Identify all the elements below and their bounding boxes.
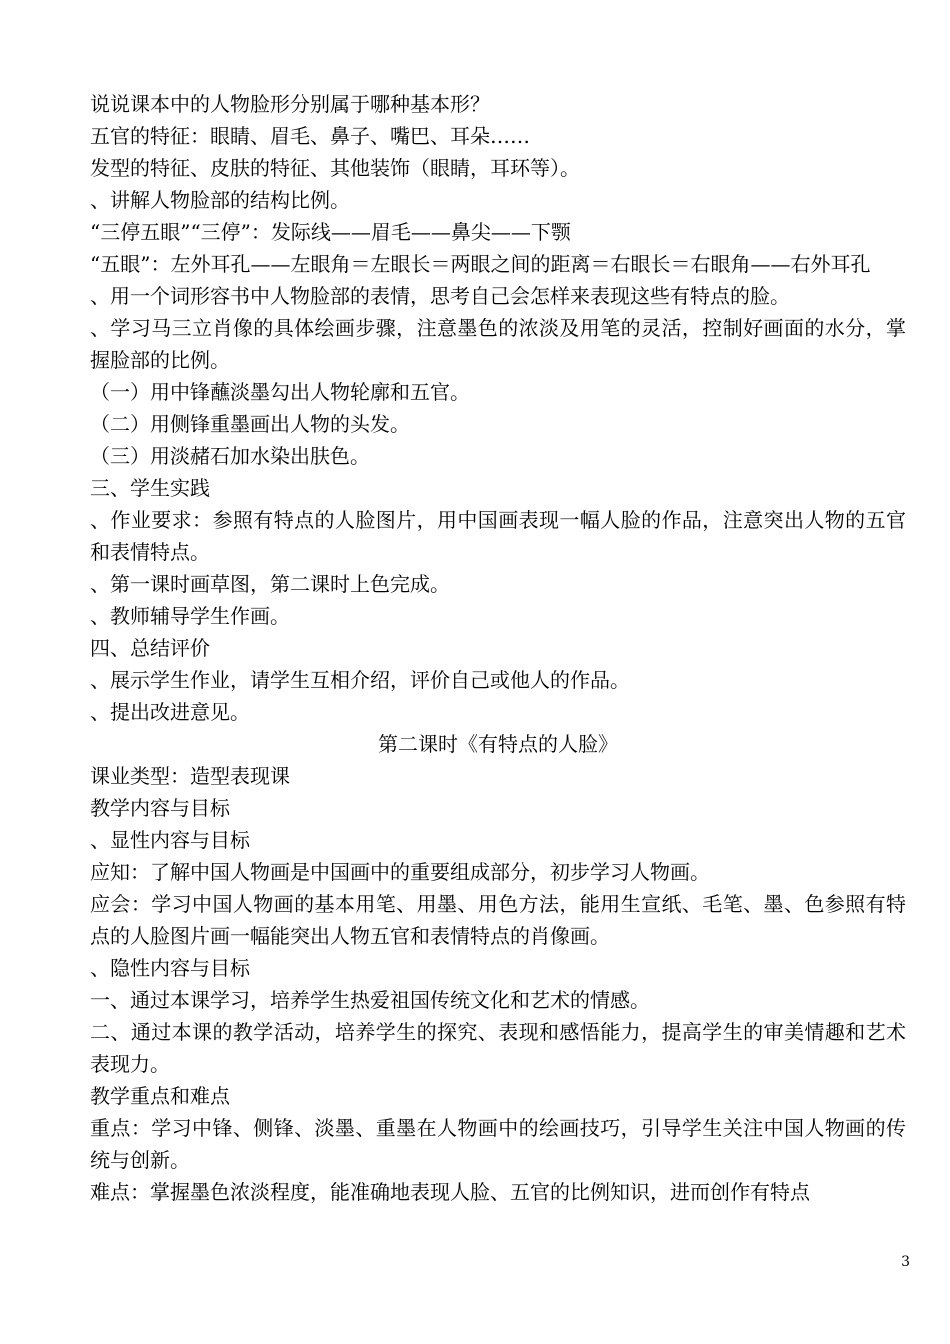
section-heading: 三、学生实践 — [90, 476, 210, 500]
text-line: 、第一课时画草图，第二课时上色完成。 — [90, 572, 450, 596]
document-body — [90, 88, 906, 1208]
text-paragraph: 、学习马三立肖像的具体绘画步骤，注意墨色的浓淡及用笔的灵活，控制好画面的水分，掌握脸部的比例。 — [90, 316, 906, 372]
text-line: 应知：了解中国人物画是中国画中的重要组成部分，初步学习人物画。 — [90, 860, 710, 884]
page-number: 3 — [901, 1254, 910, 1270]
text-line: 、讲解人物脸部的结构比例。 — [90, 188, 350, 212]
text-line: 课业类型：造型表现课 — [90, 764, 290, 788]
text-line: 、教师辅导学生作画。 — [90, 604, 290, 628]
text-line: 难点：掌握墨色浓淡程度，能准确地表现人脸、五官的比例知识，进而创作有特点 — [90, 1180, 810, 1204]
text-line: 、显性内容与目标 — [90, 828, 250, 852]
section-heading: 四、总结评价 — [90, 636, 210, 660]
text-line: 说说课本中的人物脸形分别属于哪种基本形？ — [90, 92, 490, 116]
lesson-title: 第二课时《有特点的人脸》 — [378, 732, 618, 756]
section-heading: 教学内容与目标 — [90, 796, 230, 820]
step-two: （二）用侧锋重墨画出人物的头发。 — [90, 412, 410, 436]
text-line: “三停五眼”“三停”：发际线——眉毛——鼻尖——下颚 — [90, 220, 571, 244]
text-paragraph: “五眼”：左外耳孔——左眼角＝左眼长＝两眼之间的距离＝右眼长＝右眼角——右外耳孔 — [90, 252, 871, 276]
text-line: 发型的特征、皮肤的特征、其他装饰（眼睛，耳环等）。 — [90, 156, 580, 180]
step-one: （一）用中锋蘸淡墨勾出人物轮廓和五官。 — [90, 380, 470, 404]
text-line: 五官的特征：眼睛、眉毛、鼻子、嘴巴、耳朵…… — [90, 124, 530, 148]
text-paragraph: 二、通过本课的教学活动，培养学生的探究、表现和感悟能力，提高学生的审美情趣和艺术表现力。 — [90, 1020, 906, 1076]
step-three: （三）用淡赭石加水染出肤色。 — [90, 444, 370, 468]
text-line: 、展示学生作业，请学生互相介绍，评价自己或他人的作品。 — [90, 668, 630, 692]
text-paragraph: 应会：学习中国人物画的基本用笔、用墨、用色方法，能用生宣纸、毛笔、墨、色参照有特点的人脸图片画一幅能突出人物五官和表情特点的肖像画。 — [90, 892, 906, 948]
text-line: 、用一个词形容书中人物脸部的表情，思考自己会怎样来表现这些有特点的脸。 — [90, 284, 790, 308]
text-paragraph: 、作业要求：参照有特点的人脸图片，用中国画表现一幅人脸的作品，注意突出人物的五官和表情特点。 — [90, 508, 906, 564]
text-line: 一、通过本课学习，培养学生热爱祖国传统文化和艺术的情感。 — [90, 988, 650, 1012]
section-heading: 教学重点和难点 — [90, 1084, 230, 1108]
text-paragraph: 重点：学习中锋、侧锋、淡墨、重墨在人物画中的绘画技巧，引导学生关注中国人物画的传统与创新。 — [90, 1116, 906, 1172]
text-line: 、提出改进意见。 — [90, 700, 250, 724]
text-line: 、隐性内容与目标 — [90, 956, 250, 980]
